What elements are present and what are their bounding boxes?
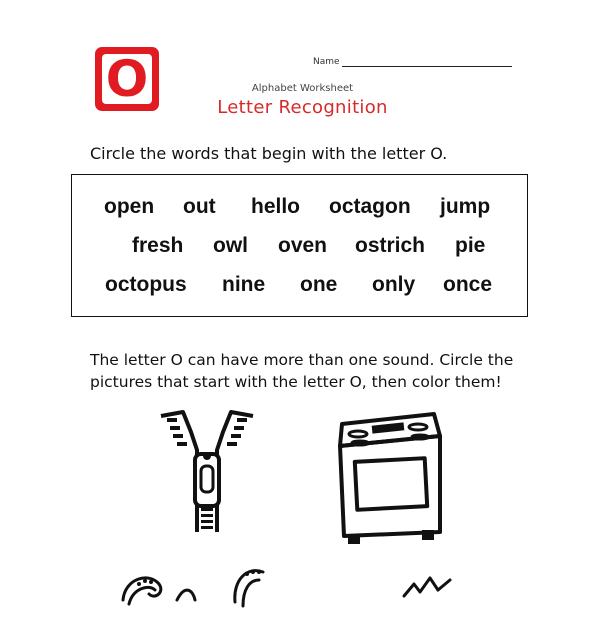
word-item[interactable]: one <box>300 273 338 296</box>
worksheet-subtitle: Alphabet Worksheet <box>251 83 354 94</box>
word-item[interactable]: fresh <box>132 234 184 257</box>
word-item[interactable]: nine <box>222 273 266 296</box>
word-item[interactable]: octagon <box>329 195 411 218</box>
word-box <box>71 174 528 317</box>
word-item[interactable]: hello <box>251 195 301 218</box>
logo-letter: O <box>105 50 149 108</box>
word-item[interactable]: only <box>372 273 416 296</box>
name-label: Name <box>313 57 340 67</box>
word-item[interactable]: once <box>443 273 493 296</box>
partial-picture-icon[interactable] <box>400 570 460 600</box>
worksheet-title: Letter Recognition <box>217 97 388 118</box>
word-item[interactable]: owl <box>213 234 248 257</box>
oven-icon[interactable] <box>330 410 450 550</box>
instruction-pictures: The letter O can have more than one sound. Circle the pictures that start with the letter O, then color them! <box>90 351 514 391</box>
name-line <box>342 66 512 67</box>
instruction-words: Circle the words that begin with the letter O. <box>90 144 448 163</box>
word-item[interactable]: out <box>183 195 216 218</box>
zipper-icon[interactable] <box>157 410 257 535</box>
word-item[interactable]: ostrich <box>355 234 426 257</box>
word-item[interactable]: jump <box>440 195 491 218</box>
octopus-icon[interactable] <box>115 560 295 620</box>
word-item[interactable]: oven <box>278 234 328 257</box>
word-item[interactable]: octopus <box>105 273 187 296</box>
word-item[interactable]: pie <box>455 234 486 257</box>
word-item[interactable]: open <box>104 195 155 218</box>
